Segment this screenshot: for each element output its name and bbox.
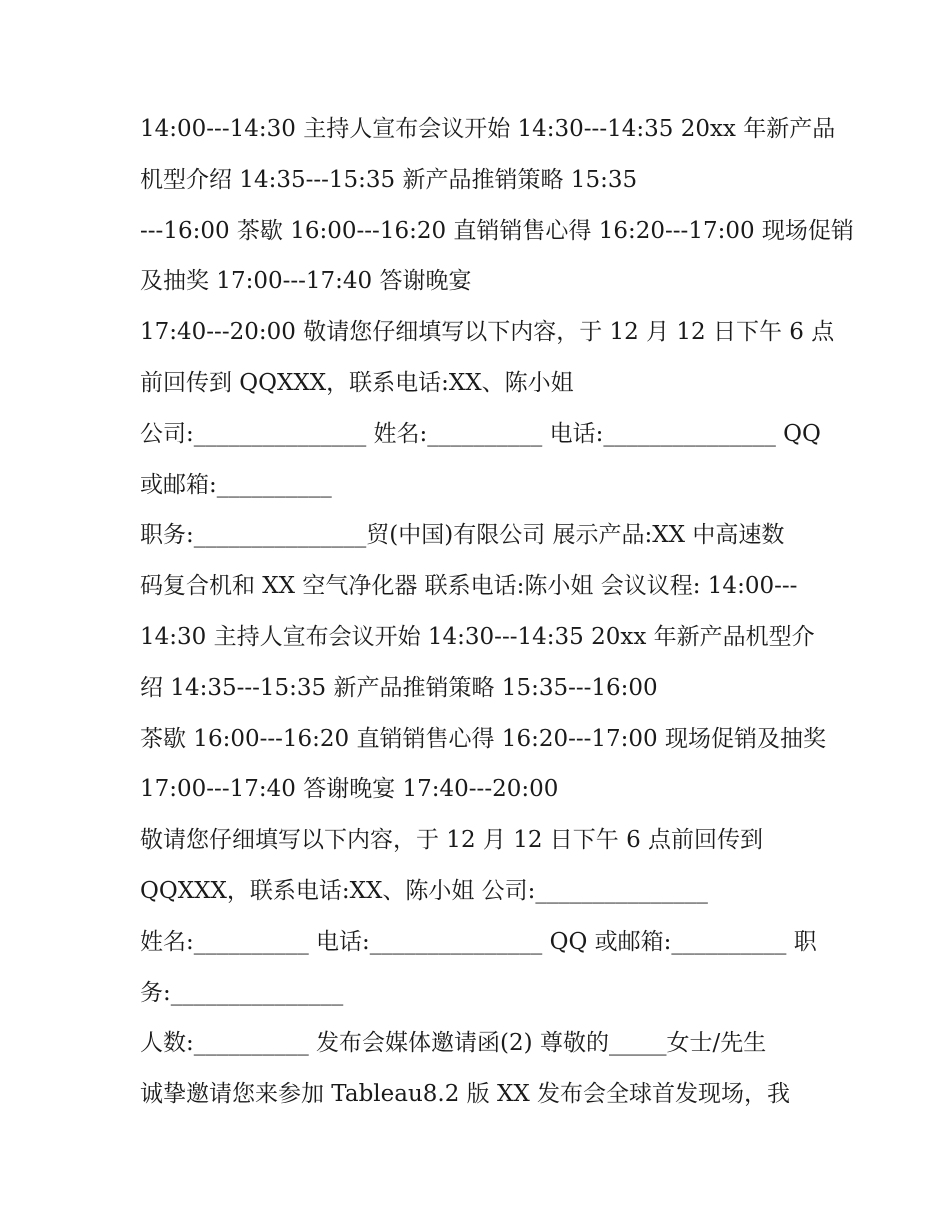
text-line: QQXXX，联系电话:XX、陈小姐 公司:_______________ (140, 877, 708, 904)
text-line: 码复合机和 XX 空气净化器 联系电话:陈小姐 会议议程: 14:00--- (140, 573, 798, 600)
text-line: 14:00---14:30 主持人宣布会议开始 14:30---14:35 20xx 年新产品 (140, 116, 836, 142)
text-line: 茶歇 16:00---16:20 直销销售心得 16:20---17:00 现场促销及抽奖 (140, 725, 827, 752)
text-line: 绍 14:35---15:35 新产品推销策略 15:35---16:00 (140, 674, 658, 701)
document-body (140, 104, 854, 1120)
text-line: 人数:__________ 发布会媒体邀请函(2) 尊敬的_____女士/先生 (140, 1030, 767, 1057)
text-line: 机型介绍 14:35---15:35 新产品推销策略 15:35 (140, 166, 638, 193)
text-line: 职务:_______________贸(中国)有限公司 展示产品:XX 中高速数 (140, 522, 785, 549)
text-line: 或邮箱:__________ (140, 471, 332, 498)
text-line: 17:40---20:00 敬请您仔细填写以下内容，于 12 月 12 日下午 6 点 (140, 319, 835, 346)
text-line: 14:30 主持人宣布会议开始 14:30---14:35 20xx 年新产品机型介 (140, 623, 815, 650)
text-line: 及抽奖 17:00---17:40 答谢晚宴 (140, 268, 472, 295)
text-line: 诚挚邀请您来参加 Tableau8.2 版 XX 发布会全球首发现场，我 (140, 1081, 791, 1108)
text-line: 公司:_______________ 姓名:__________ 电话:_______________ QQ (140, 420, 821, 447)
text-line: ---16:00 茶歇 16:00---16:20 直销销售心得 16:20---17:00 现场促销 (140, 217, 854, 244)
text-line: 敬请您仔细填写以下内容，于 12 月 12 日下午 6 点前回传到 (140, 827, 764, 854)
text-line: 务:_______________ (140, 979, 344, 1006)
text-line: 17:00---17:40 答谢晚宴 17:40---20:00 (140, 776, 559, 803)
text-line: 姓名:__________ 电话:_______________ QQ 或邮箱:__________ 职 (140, 928, 817, 955)
text-line: 前回传到 QQXXX，联系电话:XX、陈小姐 (140, 369, 574, 396)
